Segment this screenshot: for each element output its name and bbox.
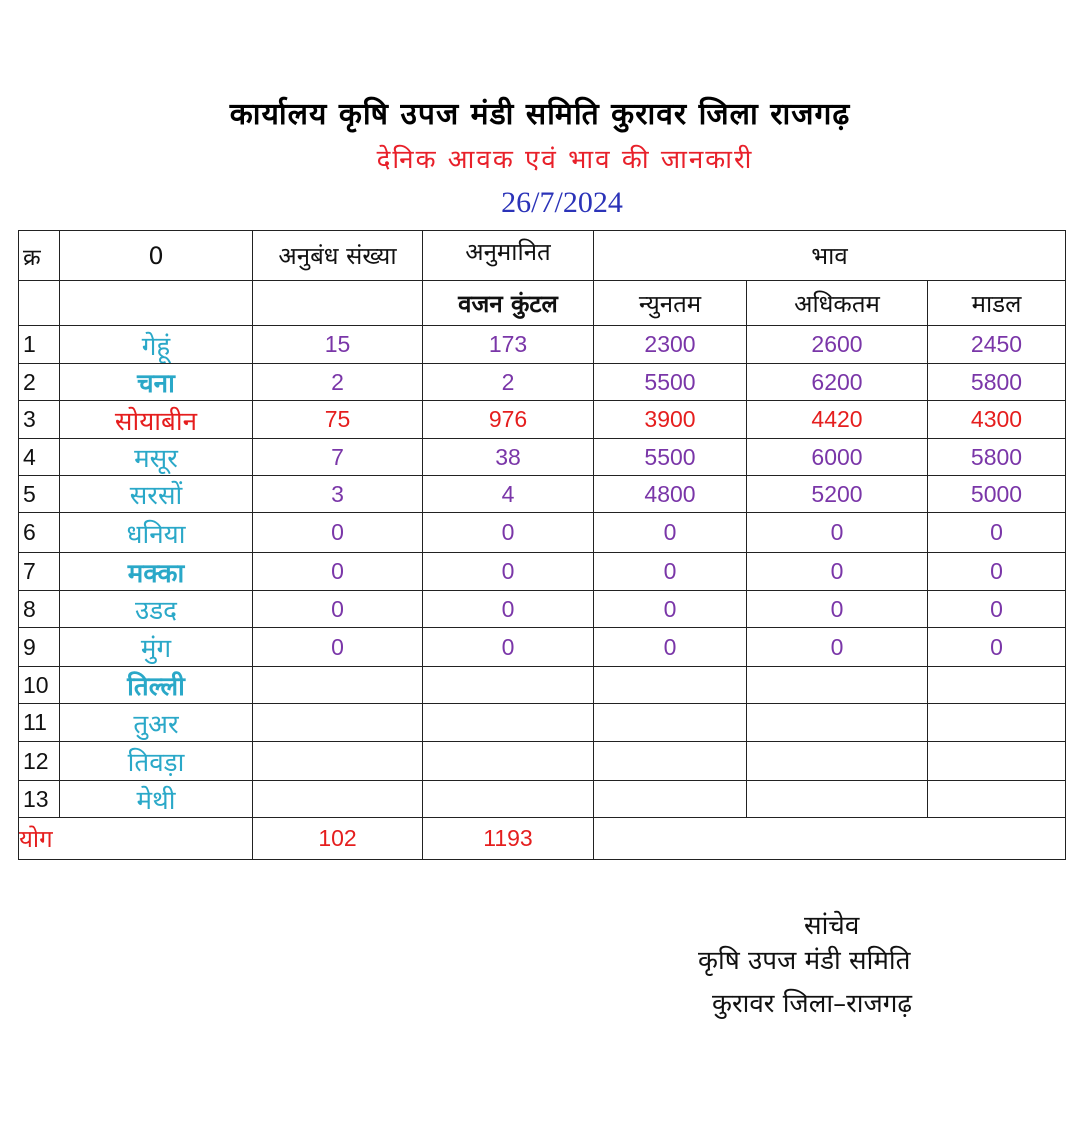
serial-number: 5 bbox=[19, 476, 60, 513]
min-price: 0 bbox=[594, 628, 747, 667]
weight-quintal bbox=[423, 742, 594, 781]
serial-number: 10 bbox=[19, 667, 60, 704]
weight-quintal: 4 bbox=[423, 476, 594, 513]
col-crop-header: 0 bbox=[60, 231, 253, 281]
max-price: 0 bbox=[747, 513, 928, 553]
col-contracts-header: अनुबंध संख्या bbox=[253, 231, 423, 281]
contract-count bbox=[253, 781, 423, 818]
modal-price: 0 bbox=[928, 553, 1066, 591]
total-contracts: 102 bbox=[253, 818, 423, 860]
serial-number: 6 bbox=[19, 513, 60, 553]
header-row-2 bbox=[19, 281, 1066, 326]
min-price: 0 bbox=[594, 513, 747, 553]
office-title: कार्यालय कृषि उपज मंडी समिति कुरावर जिला राजगढ़ bbox=[229, 97, 851, 132]
table-row bbox=[19, 591, 1066, 628]
serial-number: 1 bbox=[19, 326, 60, 364]
weight-quintal: 0 bbox=[423, 553, 594, 591]
contract-count: 2 bbox=[253, 364, 423, 401]
total-weight: 1193 bbox=[423, 818, 594, 860]
contract-count: 75 bbox=[253, 401, 423, 439]
min-price: 0 bbox=[594, 591, 747, 628]
header-blank-cell bbox=[60, 281, 253, 326]
crop-name: मेथी bbox=[60, 781, 253, 818]
weight-quintal bbox=[423, 781, 594, 818]
min-price bbox=[594, 667, 747, 704]
crop-name: चना bbox=[60, 364, 253, 401]
col-max-header: अधिकतम bbox=[747, 281, 928, 326]
min-price bbox=[594, 781, 747, 818]
modal-price: 0 bbox=[928, 513, 1066, 553]
table-row bbox=[19, 401, 1066, 439]
table-row bbox=[19, 326, 1066, 364]
table-row bbox=[19, 667, 1066, 704]
contract-count: 15 bbox=[253, 326, 423, 364]
contract-count: 3 bbox=[253, 476, 423, 513]
rates-table bbox=[18, 230, 1066, 860]
weight-quintal: 0 bbox=[423, 513, 594, 553]
max-price bbox=[747, 781, 928, 818]
contract-count: 0 bbox=[253, 591, 423, 628]
contract-count: 0 bbox=[253, 628, 423, 667]
modal-price: 4300 bbox=[928, 401, 1066, 439]
max-price: 2600 bbox=[747, 326, 928, 364]
modal-price: 5800 bbox=[928, 364, 1066, 401]
contract-count: 0 bbox=[253, 553, 423, 591]
table-row bbox=[19, 513, 1066, 553]
serial-number: 9 bbox=[19, 628, 60, 667]
min-price bbox=[594, 704, 747, 742]
crop-name: गेहूं bbox=[60, 326, 253, 364]
serial-number: 11 bbox=[19, 704, 60, 742]
max-price: 0 bbox=[747, 628, 928, 667]
max-price bbox=[747, 742, 928, 781]
table-row bbox=[19, 628, 1066, 667]
max-price: 0 bbox=[747, 591, 928, 628]
weight-quintal: 38 bbox=[423, 439, 594, 476]
crop-name: तिल्ली bbox=[60, 667, 253, 704]
table-row bbox=[19, 476, 1066, 513]
max-price: 6200 bbox=[747, 364, 928, 401]
header-row-1 bbox=[19, 231, 1066, 281]
modal-price: 0 bbox=[928, 628, 1066, 667]
contract-count bbox=[253, 704, 423, 742]
min-price: 5500 bbox=[594, 439, 747, 476]
col-estimated-header: अनुमानित bbox=[423, 231, 594, 281]
crop-name: सोयाबीन bbox=[60, 401, 253, 439]
weight-quintal bbox=[423, 667, 594, 704]
modal-price bbox=[928, 781, 1066, 818]
crop-name: तिवड़ा bbox=[60, 742, 253, 781]
weight-quintal: 2 bbox=[423, 364, 594, 401]
serial-number: 12 bbox=[19, 742, 60, 781]
table-row bbox=[19, 439, 1066, 476]
report-subtitle: देनिक आवक एवं भाव की जानकारी bbox=[376, 145, 754, 175]
serial-number: 3 bbox=[19, 401, 60, 439]
col-price-group-header: भाव bbox=[594, 231, 1066, 281]
weight-quintal: 173 bbox=[423, 326, 594, 364]
max-price: 4420 bbox=[747, 401, 928, 439]
total-blank-cell bbox=[594, 818, 1066, 860]
modal-price: 5800 bbox=[928, 439, 1066, 476]
table-row bbox=[19, 553, 1066, 591]
min-price: 0 bbox=[594, 553, 747, 591]
weight-quintal: 0 bbox=[423, 591, 594, 628]
serial-number: 2 bbox=[19, 364, 60, 401]
table-row bbox=[19, 781, 1066, 818]
modal-price: 5000 bbox=[928, 476, 1066, 513]
weight-quintal: 976 bbox=[423, 401, 594, 439]
modal-price bbox=[928, 704, 1066, 742]
weight-quintal bbox=[423, 704, 594, 742]
min-price: 5500 bbox=[594, 364, 747, 401]
contract-count bbox=[253, 742, 423, 781]
serial-number: 8 bbox=[19, 591, 60, 628]
report-date: 26/7/2024 bbox=[501, 186, 623, 219]
crop-name: मक्का bbox=[60, 553, 253, 591]
max-price bbox=[747, 704, 928, 742]
modal-price: 2450 bbox=[928, 326, 1066, 364]
contract-count: 0 bbox=[253, 513, 423, 553]
max-price bbox=[747, 667, 928, 704]
signature-location: कुरावर जिला–राजगढ़ bbox=[712, 989, 913, 1019]
signature-committee: कृषि उपज मंडी समिति bbox=[698, 946, 911, 976]
col-modal-header: माडल bbox=[928, 281, 1066, 326]
max-price: 6000 bbox=[747, 439, 928, 476]
min-price bbox=[594, 742, 747, 781]
crop-name: उडद bbox=[60, 591, 253, 628]
contract-count bbox=[253, 667, 423, 704]
modal-price bbox=[928, 742, 1066, 781]
weight-quintal: 0 bbox=[423, 628, 594, 667]
modal-price: 0 bbox=[928, 591, 1066, 628]
serial-number: 4 bbox=[19, 439, 60, 476]
crop-name: मुंग bbox=[60, 628, 253, 667]
max-price: 0 bbox=[747, 553, 928, 591]
serial-number: 13 bbox=[19, 781, 60, 818]
header-blank-cell bbox=[19, 281, 60, 326]
crop-name: धनिया bbox=[60, 513, 253, 553]
table-row bbox=[19, 364, 1066, 401]
min-price: 3900 bbox=[594, 401, 747, 439]
min-price: 4800 bbox=[594, 476, 747, 513]
contract-count: 7 bbox=[253, 439, 423, 476]
total-label: योग bbox=[19, 818, 253, 860]
crop-name: मसूर bbox=[60, 439, 253, 476]
min-price: 2300 bbox=[594, 326, 747, 364]
table-row bbox=[19, 704, 1066, 742]
col-weight-header: वजन कुंटल bbox=[423, 281, 594, 326]
total-row bbox=[19, 818, 1066, 860]
table-row bbox=[19, 742, 1066, 781]
modal-price bbox=[928, 667, 1066, 704]
max-price: 5200 bbox=[747, 476, 928, 513]
crop-name: तुअर bbox=[60, 704, 253, 742]
crop-name: सरसों bbox=[60, 476, 253, 513]
header-blank-cell bbox=[253, 281, 423, 326]
col-min-header: न्युनतम bbox=[594, 281, 747, 326]
col-serial-header: क्र bbox=[19, 231, 60, 281]
serial-number: 7 bbox=[19, 553, 60, 591]
signature-designation: सांचेव bbox=[804, 911, 860, 941]
